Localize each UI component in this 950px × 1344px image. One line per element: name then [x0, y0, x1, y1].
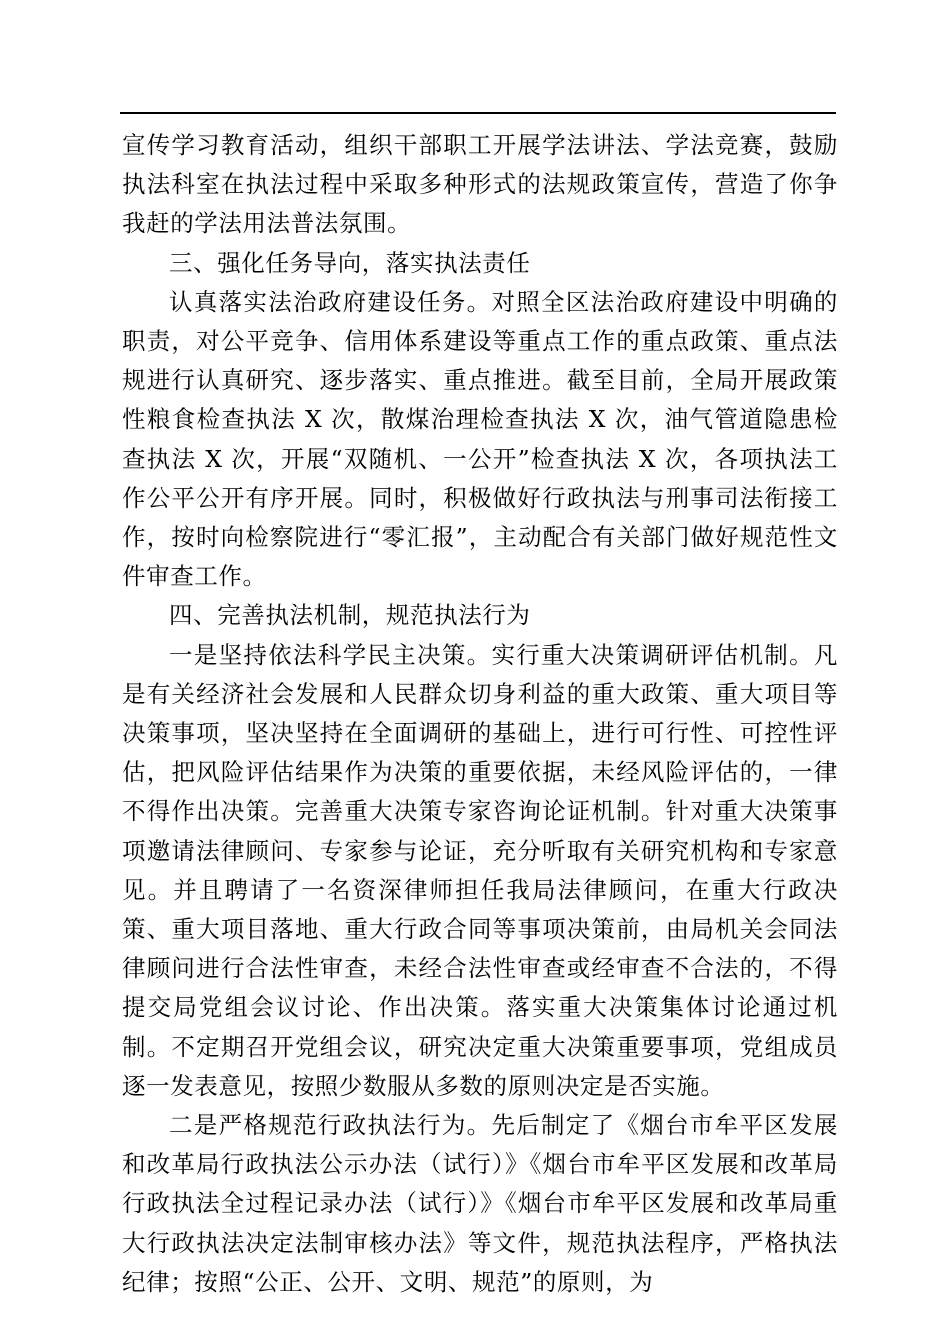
document-body — [122, 126, 838, 1302]
paragraph-continued: 宣传学习教育活动，组织干部职工开展学法讲法、学法竞赛，鼓励执法科室在执法过程中采取多种形式的法规政策宣传，营造了你争我赶的学法用法普法氛围。 — [122, 131, 838, 238]
section-heading-four: 四、完善执法机制，规范执法行为 — [169, 601, 531, 630]
paragraph-decision-making: 一是坚持依法科学民主决策。实行重大决策调研评估机制。凡是有关经济社会发展和人民群众切身利益的重大政策、重大项目等决策事项，坚决坚持在全面调研的基础上，进行可行性、可控性评估，把风险评估结果作为决策的重要依据，未经风险评估的，一律不得作出决策。完善重大决策专家咨询论证机制。针对重大决策事项邀请法律顾问、专家参与论证，充分听取有关研究机构和专家意见。并且聘请了一名资深律师担任我局法律顾问，在重大行政决策、重大项目落地、重大行政合同等事项决策前，由局机关会同法律顾问进行合法性审查，未经合法性审查或经审查不合法的，不得提交局党组会议讨论、作出决策。落实重大决策集体讨论通过机制。不定期召开党组会议，研究决定重大决策重要事项，党组成员逐一发表意见，按照少数服从多数的原则决定是否实施。 — [122, 640, 838, 1100]
paragraph-enforcement-tasks: 认真落实法治政府建设任务。对照全区法治政府建设中明确的职责，对公平竞争、信用体系建设等重点工作的重点政策、重点法规进行认真研究、逐步落实、重点推进。截至目前，全局开展政策性粮食检查执法 X 次，散煤治理检查执法 X 次，油气管道隐患检查执法 X 次，开展“双随机、一公开”检查执法 X 次，各项执法工作公平公开有序开展。同时，积极做好行政执法与刑事司法衔接工作，按时向检察院进行“零汇报”，主动配合有关部门做好规范性文件审查工作。 — [122, 287, 838, 591]
section-heading-three: 三、强化任务导向，落实执法责任 — [169, 248, 531, 277]
paragraph-enforcement-conduct: 二是严格规范行政执法行为。先后制定了《烟台市牟平区发展和改革局行政执法公示办法（试行）》《烟台市牟平区发展和改革局行政执法全过程记录办法（试行）》《烟台市牟平区发展和改革局重大行政执法决定法制审核办法》等文件，规范执法程序，严格执法纪律；按照“公正、公开、文明、规范”的原则，为 — [122, 1111, 838, 1296]
header-rule — [120, 112, 836, 114]
